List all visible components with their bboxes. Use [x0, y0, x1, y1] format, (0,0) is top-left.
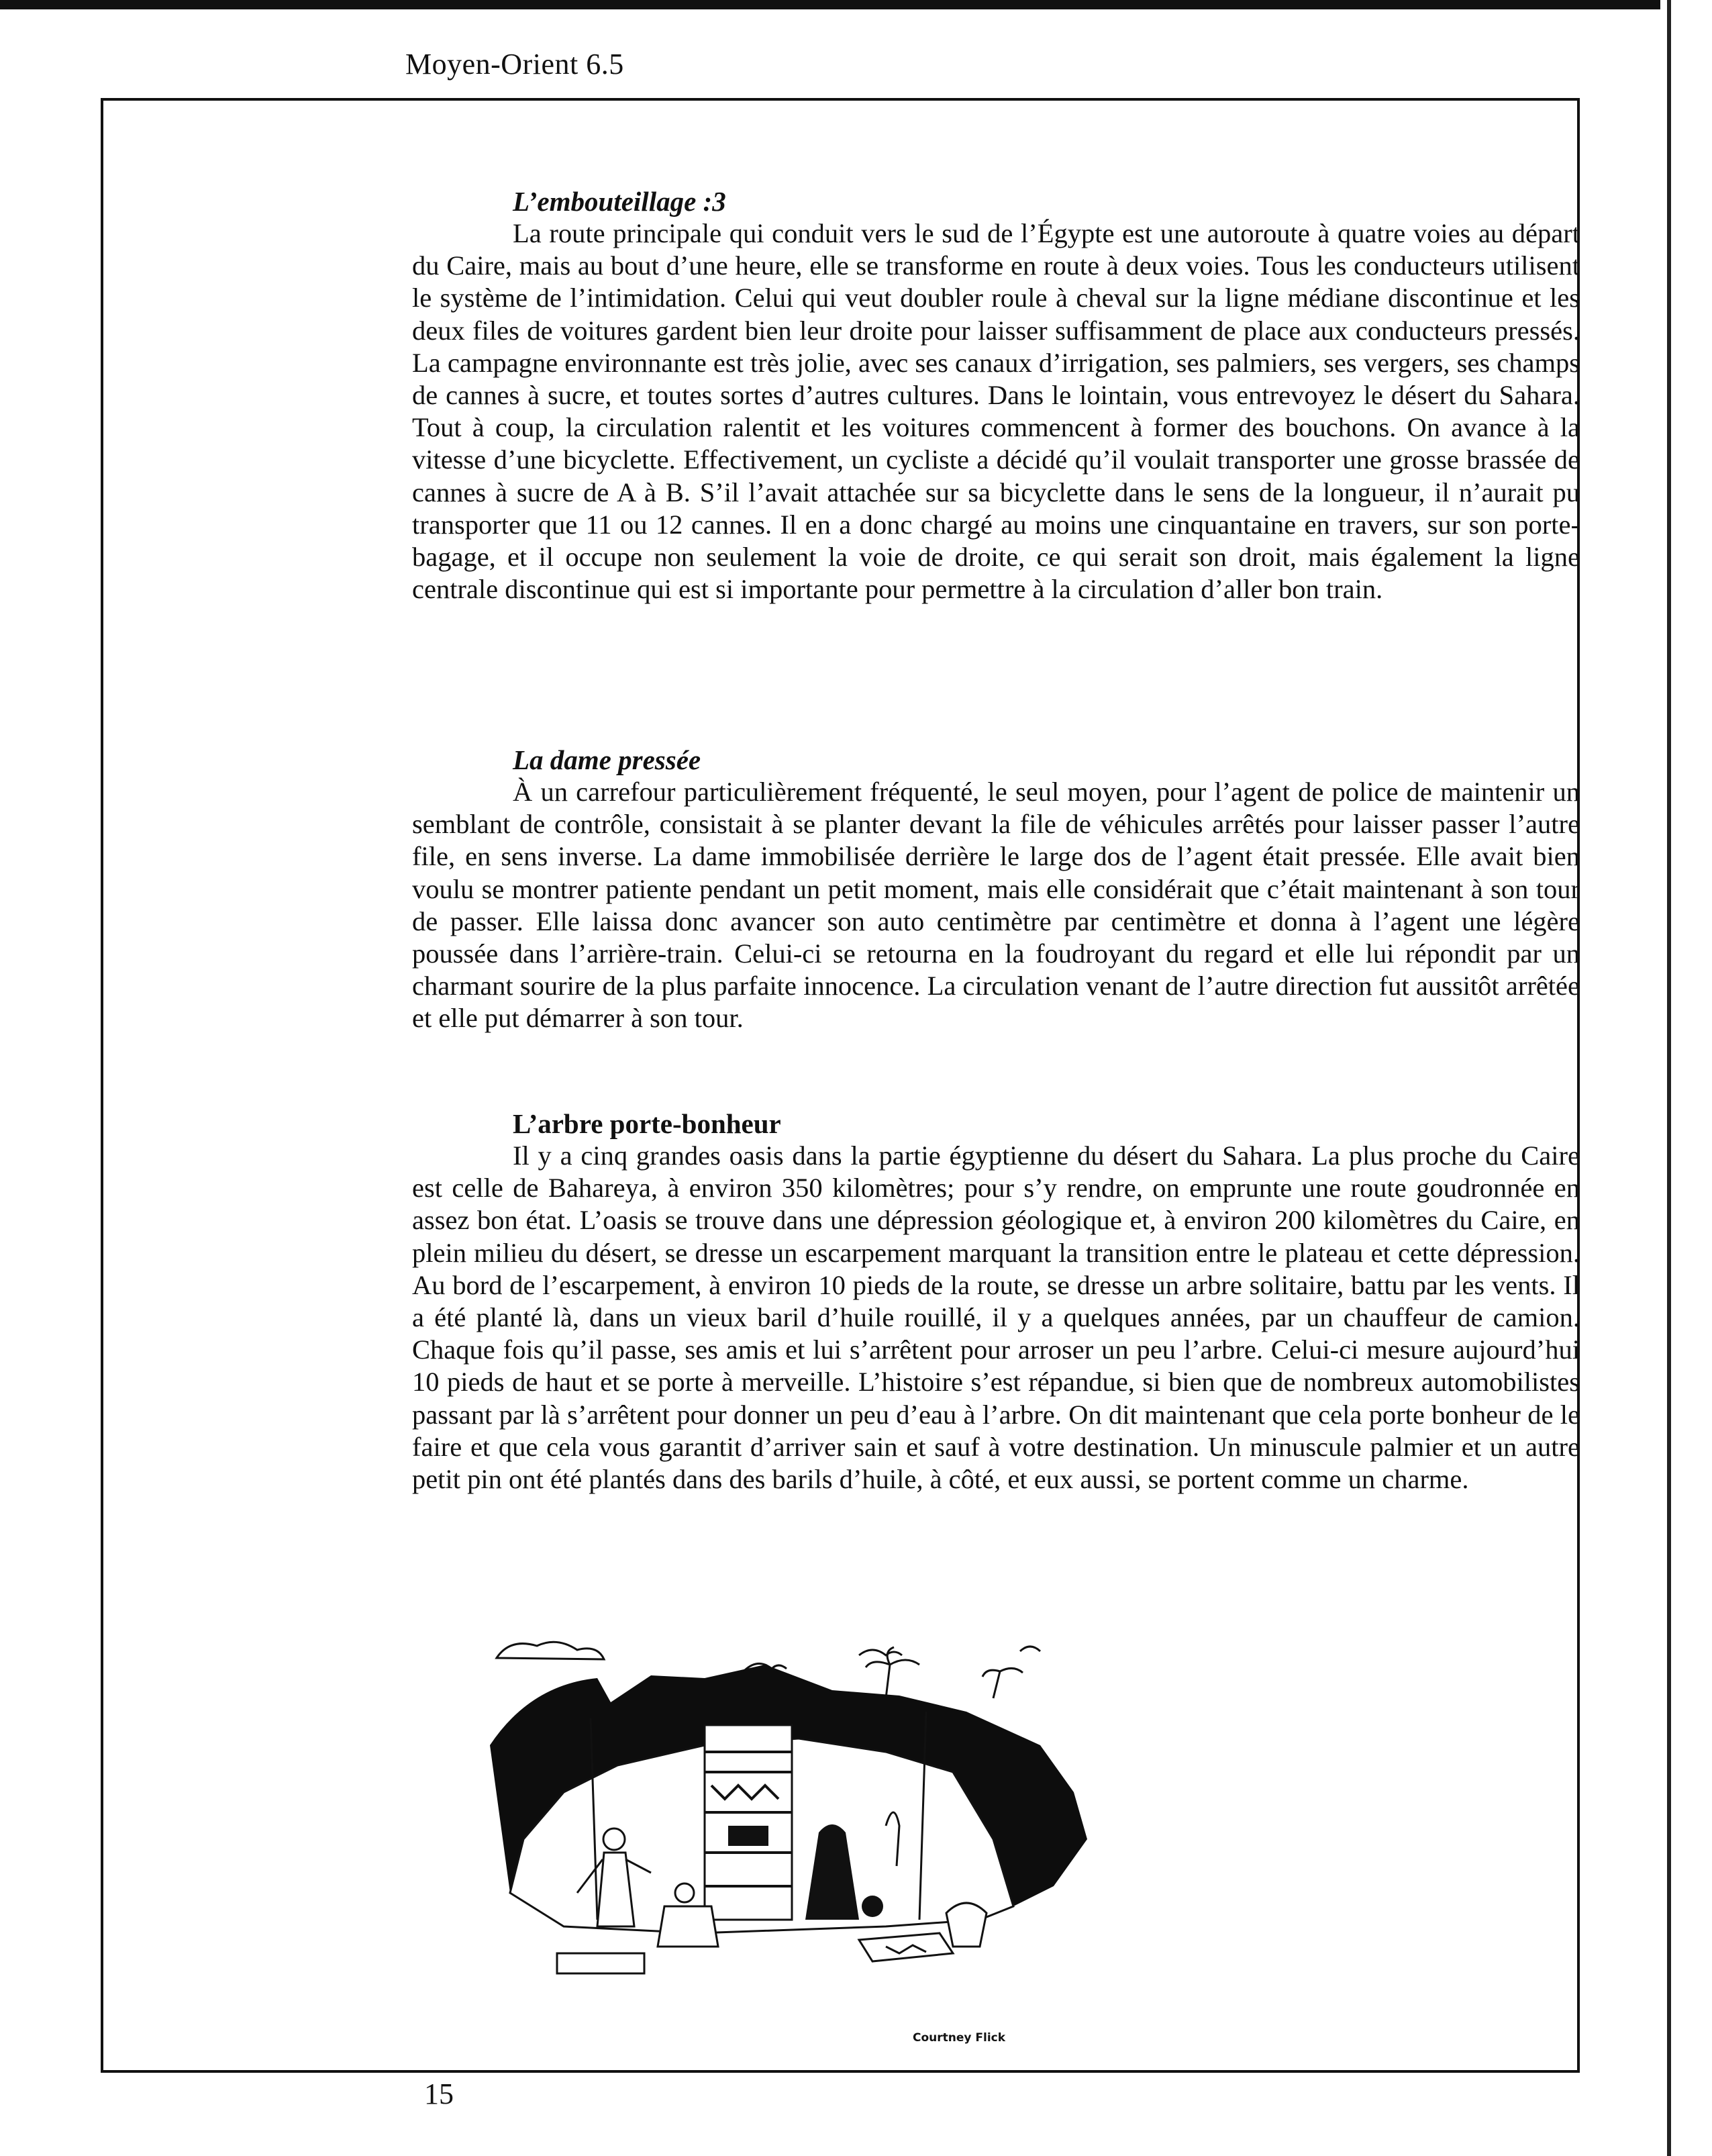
section-arbre-porte-bonheur	[412, 1108, 1580, 1496]
section-heading: L’arbre porte-bonheur	[513, 1108, 781, 1139]
bedouin-tent-drawing	[483, 1638, 1101, 1987]
scan-border-top	[0, 0, 1664, 9]
scan-border-right	[1660, 0, 1712, 2156]
section-body: La route principale qui conduit vers le sud de l’Égypte est une autoroute à quatre voies au départ du Caire, mais au bout d’une heure, elle se transforme en route à deux voies. Tous les conducteurs utilisent le système de l’intimidation. Celui qui veut doubler roule à cheval sur la ligne médiane discontinue et les deux files de voitures gardent bien leur droite pour laisser suffisamment de place aux conducteurs pressés. La campagne environnante est très jolie, avec ses canaux d’irrigation, ses palmiers, ses vergers, ses champs de cannes à sucre, et toutes sortes d’autres cultures. Dans le lointain, vous entrevoyez le désert du Sahara. Tout à coup, la circulation ralentit et les voitures commencent à former des bouchons. On avance à la vitesse d’une bicyclette. Effectivement, un cycliste a décidé qu’il voulait transporter une grosse brassée de cannes à sucre de A à B. S’il l’avait attachée sur sa bicyclette dans le sens de la longueur, il n’aurait pu transporter que 11 ou 12 cannes. Il en a donc chargé au moins une cinquantaine en travers, sur son porte-bagage, et il occupe non seulement la voie de droite, ce qui serait son droit, mais également la ligne centrale discontinue qui est si importante pour permettre à la circulation d’aller bon train.	[412, 218, 1580, 605]
section-heading: La dame pressée	[513, 744, 701, 775]
section-dame-pressee	[412, 744, 1580, 1035]
section-body: Il y a cinq grandes oasis dans la partie égyptienne du désert du Sahara. La plus proche du Caire est celle de Bahareya, à environ 350 kilomètres; pour s’y rendre, on emprunte une route goudronnée en assez bon état. L’oasis se trouve dans une dépression géologique et, à environ 200 kilomètres du Caire, en plein milieu du désert, se dresse un escarpement marquant la transition entre le plateau et cette dépression. Au bord de l’escarpement, à environ 10 pieds de la route, se dresse un arbre solitaire, battu par les vents. Il a été planté là, dans un vieux baril d’huile rouillé, il y a quelques années, par un chauffeur de camion. Chaque fois qu’il passe, ses amis et lui s’arrêtent pour arroser un peu l’arbre. Celui-ci mesure aujourd’hui 10 pieds de haut et se porte à merveille. L’histoire s’est répandue, si bien que de nombreux automobilistes passant par là s’arrêtent pour donner un peu d’eau à l’arbre. On dit maintenant que cela porte bonheur de le faire et que cela vous garantit d’arriver sain et sauf à votre destination. Un minuscule palmier et un autre petit pin ont été plantés dans des barils d’huile, à côté, et eux aussi, se portent comme un charme.	[412, 1140, 1580, 1495]
section-embouteillage	[412, 185, 1580, 605]
section-body: À un carrefour particulièrement fréquenté, le seul moyen, pour l’agent de police de maintenir un semblant de contrôle, consistait à se planter devant la file de véhicules arrêtés pour laisser passer l’autre file, en sens inverse. La dame immobilisée derrière le large dos de l’agent était pressée. Elle avait bien voulu se montrer patiente pendant un petit moment, mais elle considérait que c’était maintenant à son tour de passer. Elle laissa donc avancer son auto centimètre par centimètre et donna à l’agent une légère poussée dans l’arrière-train. Celui-ci se retourna en la foudroyant du regard et elle lui répondit par un charmant sourire de la plus parfaite innocence. La circulation venant de l’autre direction fut aussitôt arrêtée et elle put démarrer à son tour.	[412, 777, 1580, 1034]
illustration-credit: Courtney Flick	[913, 2031, 1006, 2045]
running-header: Moyen-Orient 6.5	[405, 48, 624, 81]
section-heading: L’embouteillage :3	[513, 186, 726, 217]
page-number: 15	[424, 2077, 454, 2110]
